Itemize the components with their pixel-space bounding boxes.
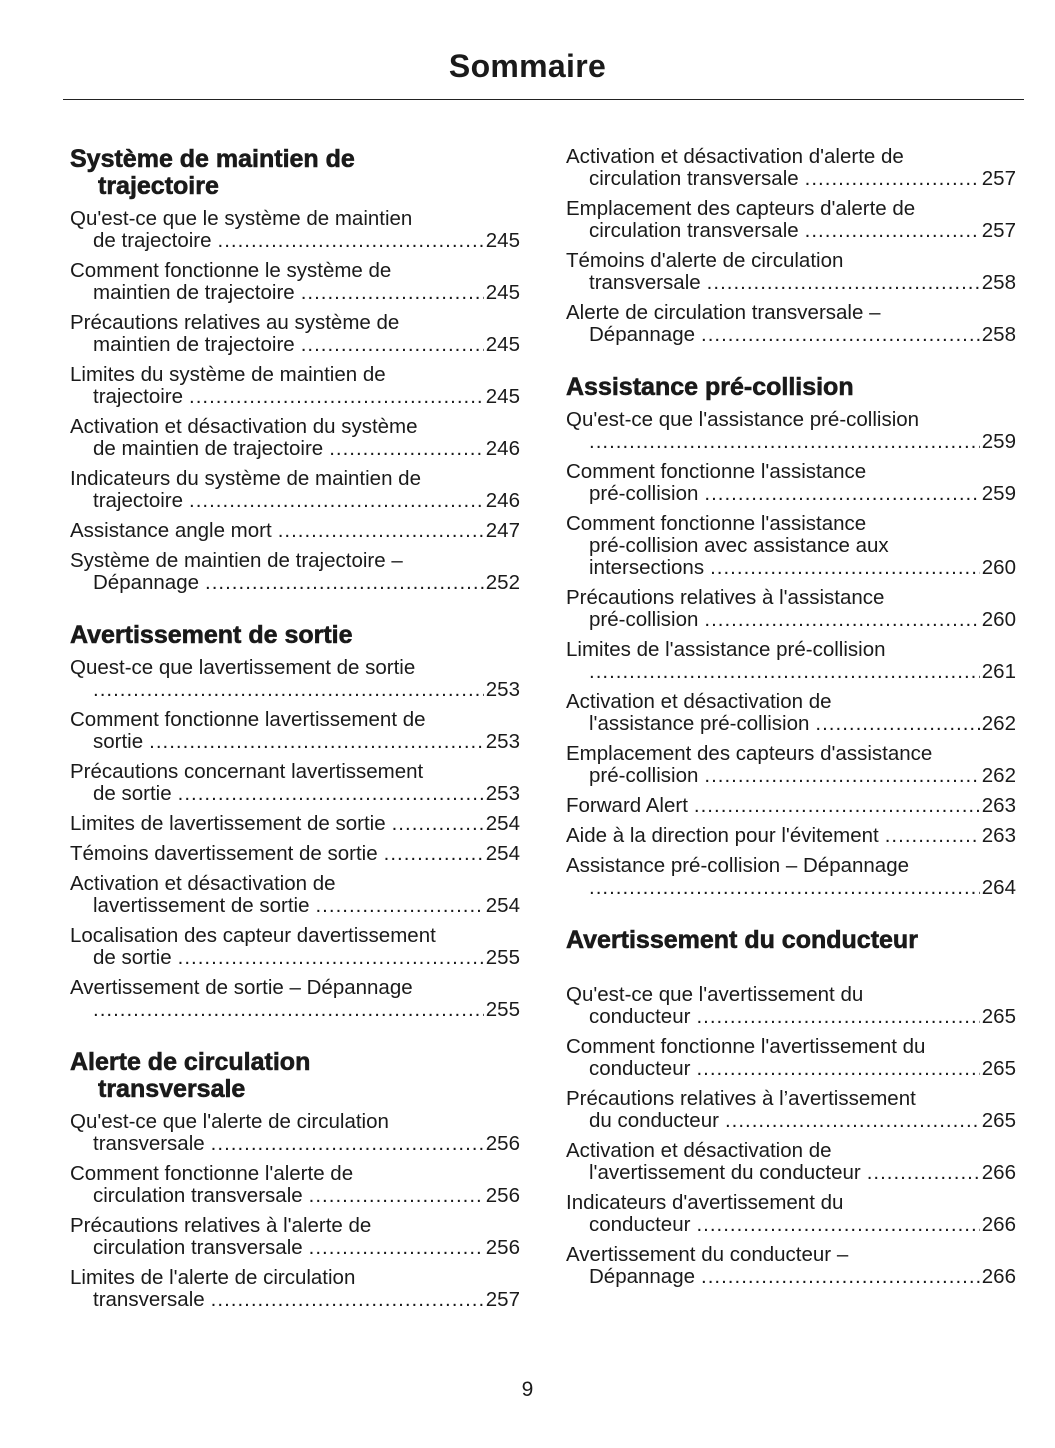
toc-entry[interactable]	[566, 1192, 1016, 1236]
toc-entry[interactable]	[566, 1140, 1016, 1184]
dot-leader	[189, 490, 484, 512]
dot-leader	[694, 795, 980, 817]
dot-leader	[178, 783, 484, 805]
dot-leader	[301, 334, 484, 356]
toc-entry-text: conducteur	[589, 1213, 691, 1236]
toc-entry-text: l'avertissement du conducteur	[589, 1161, 861, 1184]
toc-entry-text: Comment fonctionne l'assistance	[566, 460, 867, 483]
toc-entry-text: pré-collision	[589, 482, 699, 505]
toc-entry-page: 253	[485, 678, 520, 701]
section-heading-line: transversale	[98, 1075, 246, 1103]
toc-entry-page: 256	[485, 1184, 520, 1207]
section-heading-line: trajectoire	[98, 172, 219, 200]
toc-section	[70, 146, 520, 594]
toc-entry-text: Qu'est-ce que l'alerte de circulation	[70, 1110, 389, 1133]
toc-entry[interactable]	[70, 1267, 520, 1311]
toc-entry-page: 253	[485, 782, 520, 805]
dot-leader	[815, 713, 979, 735]
toc-entry[interactable]	[566, 1088, 1016, 1132]
toc-entry-text: de maintien de trajectoire	[93, 437, 324, 460]
toc-entry-text: Témoins davertissement de sortie	[70, 842, 378, 865]
toc-entry[interactable]	[566, 250, 1016, 294]
toc-entry-page: 259	[981, 430, 1016, 453]
toc-entry-text: transversale	[93, 1132, 205, 1155]
toc-entry-page: 263	[981, 824, 1016, 847]
toc-entry-text: circulation transversale	[589, 219, 799, 242]
toc-entry-page: 246	[485, 437, 520, 460]
dot-leader	[589, 431, 980, 453]
section-heading	[70, 1049, 520, 1103]
dot-leader	[696, 1006, 979, 1028]
dot-leader	[704, 765, 979, 787]
toc-entry-text: Précautions concernant lavertissement	[70, 760, 424, 783]
toc-entry-text: Précautions relatives au système de	[70, 311, 400, 334]
toc-entry[interactable]	[70, 208, 520, 252]
toc-entry-page: 265	[981, 1109, 1016, 1132]
toc-entry-page: 247	[485, 519, 520, 542]
toc-entry-text: Assistance angle mort	[70, 519, 272, 542]
toc-entry-text: Assistance pré-collision – Dépannage	[566, 854, 910, 877]
toc-entry[interactable]	[70, 1163, 520, 1207]
toc-entry-page: 252	[485, 571, 520, 594]
toc-entry-page: 257	[981, 167, 1016, 190]
toc-entry-text: pré-collision avec assistance aux	[589, 534, 889, 557]
toc-entry[interactable]	[566, 795, 1016, 817]
dot-leader	[696, 1214, 979, 1236]
dot-leader	[315, 895, 483, 917]
toc-entry-text: Activation et désactivation du système	[70, 415, 418, 438]
dot-leader	[704, 483, 979, 505]
toc-entry-text: Limites du système de maintien de	[70, 363, 386, 386]
dot-leader	[725, 1110, 980, 1132]
toc-section	[566, 374, 1016, 899]
dot-leader	[707, 272, 980, 294]
toc-entry-text: Dépannage	[589, 1265, 696, 1288]
toc-entry[interactable]	[70, 761, 520, 805]
toc-entry-text: l'assistance pré-collision	[589, 712, 810, 735]
title-divider	[63, 99, 1024, 100]
toc-entry-text: transversale	[93, 1288, 205, 1311]
toc-section	[70, 622, 520, 1021]
toc-entry[interactable]	[70, 709, 520, 753]
toc-entry-text: Indicateurs d'avertissement du	[566, 1191, 844, 1214]
toc-entry-page: 246	[485, 489, 520, 512]
toc-entry[interactable]	[70, 364, 520, 408]
toc-entry[interactable]	[70, 657, 520, 701]
toc-entry-page: 257	[981, 219, 1016, 242]
dot-leader	[589, 661, 980, 683]
toc-entry-text: Comment fonctionne lavertissement de	[70, 708, 426, 731]
dot-leader	[885, 825, 980, 847]
toc-entry-text: Dépannage	[93, 571, 200, 594]
toc-entry-page: 265	[981, 1057, 1016, 1080]
toc-entry-text: circulation transversale	[93, 1236, 303, 1259]
toc-entry-text: sortie	[93, 730, 144, 753]
toc-entry[interactable]	[70, 813, 520, 835]
toc-entry[interactable]	[70, 977, 520, 1021]
toc-entry-page: 266	[981, 1265, 1016, 1288]
toc-section	[566, 146, 1016, 346]
toc-entry-page: 260	[981, 608, 1016, 631]
dot-leader	[278, 520, 484, 542]
toc-entry-page: 257	[485, 1288, 520, 1311]
toc-entry-text: Précautions relatives à l'alerte de	[70, 1214, 372, 1237]
toc-entry-text: Comment fonctionne l'avertissement du	[566, 1035, 926, 1058]
page-title: Sommaire	[448, 48, 607, 84]
toc-entry-text: Comment fonctionne l'alerte de	[70, 1162, 354, 1185]
toc-entry-page: 265	[981, 1005, 1016, 1028]
toc-entry[interactable]	[566, 461, 1016, 505]
section-heading-line: Système de maintien de	[70, 145, 355, 173]
toc-entry[interactable]	[70, 873, 520, 917]
toc-section	[566, 927, 1016, 1288]
toc-entry[interactable]	[566, 1244, 1016, 1288]
toc-entry-text: pré-collision	[589, 608, 699, 631]
dot-leader	[696, 1058, 979, 1080]
dot-leader	[218, 230, 484, 252]
toc-column-left	[70, 146, 520, 1339]
toc-entry-text: Avertissement de sortie – Dépannage	[70, 976, 413, 999]
dot-leader	[701, 1266, 980, 1288]
toc-entry-text: de sortie	[93, 946, 172, 969]
toc-entry-text: du conducteur	[589, 1109, 719, 1132]
toc-entry-page: 256	[485, 1132, 520, 1155]
section-heading-line: Alerte de circulation	[70, 1048, 311, 1076]
dot-leader	[805, 168, 980, 190]
dot-leader	[149, 731, 484, 753]
toc-entry-page: 261	[981, 660, 1016, 683]
toc-entry[interactable]	[70, 416, 520, 460]
toc-entry-text: trajectoire	[93, 489, 184, 512]
toc-entry[interactable]	[566, 825, 1016, 847]
toc-entry[interactable]	[70, 925, 520, 969]
dot-leader	[704, 609, 979, 631]
dot-leader	[710, 557, 980, 579]
section-heading	[566, 927, 1016, 954]
toc-entry-text: conducteur	[589, 1057, 691, 1080]
dot-leader	[329, 438, 484, 460]
toc-entry-page: 259	[981, 482, 1016, 505]
toc-entry-text: pré-collision	[589, 764, 699, 787]
toc-entry-page: 264	[981, 876, 1016, 899]
dot-leader	[93, 679, 484, 701]
toc-entry[interactable]	[566, 743, 1016, 787]
toc-entry-page: 262	[981, 712, 1016, 735]
toc-entry-page: 258	[981, 323, 1016, 346]
section-heading-line: Avertissement de sortie	[70, 621, 353, 649]
section-heading-line: Assistance pré-collision	[566, 373, 854, 401]
toc-entry[interactable]	[566, 639, 1016, 683]
toc-entry-page: 254	[485, 812, 520, 835]
toc-entry[interactable]	[70, 843, 520, 865]
toc-entry-text: Qu'est-ce que l'assistance pré-collision	[566, 408, 920, 431]
toc-entry-text: Dépannage	[589, 323, 696, 346]
toc-entry[interactable]	[70, 312, 520, 356]
toc-entry-text: Activation et désactivation de	[566, 1139, 832, 1162]
page-number: 9	[521, 1378, 534, 1401]
toc-entry-text: Aide à la direction pour l'évitement	[566, 824, 879, 847]
section-heading-line: Avertissement du conducteur	[566, 926, 918, 954]
toc-entry-page: 245	[485, 229, 520, 252]
toc-entry[interactable]	[70, 550, 520, 594]
dot-leader	[189, 386, 484, 408]
toc-entry-page: 245	[485, 385, 520, 408]
toc-entry-text: lavertissement de sortie	[93, 894, 310, 917]
toc-entry-page: 266	[981, 1213, 1016, 1236]
section-heading	[566, 374, 1016, 401]
toc-entry-page: 263	[981, 794, 1016, 817]
toc-entry[interactable]	[70, 260, 520, 304]
toc-entry-page: 245	[485, 333, 520, 356]
toc-entry[interactable]	[70, 520, 520, 542]
toc-entry[interactable]	[566, 855, 1016, 899]
toc-entry-text: Témoins d'alerte de circulation	[566, 249, 844, 272]
toc-section	[70, 1049, 520, 1311]
toc-entry[interactable]	[566, 587, 1016, 631]
toc-entry-text: maintien de trajectoire	[93, 333, 295, 356]
toc-entry-page: 258	[981, 271, 1016, 294]
toc-entry-page: 254	[485, 894, 520, 917]
toc-entry-text: Alerte de circulation transversale –	[566, 301, 881, 324]
dot-leader	[589, 877, 980, 899]
toc-entry-text: Activation et désactivation de	[566, 690, 832, 713]
toc-entry-text: circulation transversale	[93, 1184, 303, 1207]
toc-entry-text: Comment fonctionne l'assistance	[566, 512, 867, 535]
toc-entry-text: Avertissement du conducteur –	[566, 1243, 849, 1266]
dot-leader	[384, 843, 484, 865]
toc-entry-text: Limites de l'alerte de circulation	[70, 1266, 356, 1289]
toc-entry-page: 260	[981, 556, 1016, 579]
toc-entry[interactable]	[566, 1036, 1016, 1080]
toc-entry-text: Comment fonctionne le système de	[70, 259, 392, 282]
toc-entry-text: de sortie	[93, 782, 172, 805]
toc-entry[interactable]	[566, 984, 1016, 1028]
toc-entry-text: Emplacement des capteurs d'assistance	[566, 742, 933, 765]
toc-entry-text: Système de maintien de trajectoire –	[70, 549, 403, 572]
toc-entry-text: circulation transversale	[589, 167, 799, 190]
toc-entry[interactable]	[566, 691, 1016, 735]
toc-entry-text: trajectoire	[93, 385, 184, 408]
toc-entry-text: Localisation des capteur davertissement	[70, 924, 436, 947]
toc-entry-text: intersections	[589, 556, 705, 579]
toc-entry-page: 254	[485, 842, 520, 865]
toc-entry[interactable]	[70, 1215, 520, 1259]
toc-entry-text: Précautions relatives à l'assistance	[566, 586, 885, 609]
toc-entry-page: 262	[981, 764, 1016, 787]
section-heading	[70, 622, 520, 649]
toc-entry-page: 245	[485, 281, 520, 304]
dot-leader	[301, 282, 484, 304]
section-heading	[70, 146, 520, 200]
dot-leader	[309, 1185, 484, 1207]
toc-entry[interactable]	[566, 146, 1016, 190]
toc-entry[interactable]	[70, 468, 520, 512]
toc-entry-page: 255	[485, 946, 520, 969]
toc-entry-text: Forward Alert	[566, 794, 688, 817]
dot-leader	[805, 220, 980, 242]
dot-leader	[309, 1237, 484, 1259]
toc-entry-page: 255	[485, 998, 520, 1021]
toc-entry-text: conducteur	[589, 1005, 691, 1028]
toc-entry[interactable]	[566, 513, 1016, 579]
toc-entry-page: 256	[485, 1236, 520, 1259]
dot-leader	[867, 1162, 980, 1184]
toc-entry[interactable]	[566, 302, 1016, 346]
toc-entry-text: Qu'est-ce que l'avertissement du	[566, 983, 864, 1006]
dot-leader	[211, 1133, 484, 1155]
dot-leader	[205, 572, 484, 594]
toc-entry-text: transversale	[589, 271, 701, 294]
toc-entry-text: Quest-ce que lavertissement de sortie	[70, 656, 416, 679]
toc-entry-text: de trajectoire	[93, 229, 212, 252]
toc-column-right	[566, 146, 1016, 1316]
toc-entry[interactable]	[566, 198, 1016, 242]
dot-leader	[211, 1289, 484, 1311]
toc-entry-text: Activation et désactivation de	[70, 872, 336, 895]
toc-entry-text: maintien de trajectoire	[93, 281, 295, 304]
dot-leader	[93, 999, 484, 1021]
toc-entry[interactable]	[70, 1111, 520, 1155]
toc-entry-text: Qu'est-ce que le système de maintien	[70, 207, 413, 230]
dot-leader	[178, 947, 484, 969]
toc-entry-page: 253	[485, 730, 520, 753]
toc-entry-text: Limites de l'assistance pré-collision	[566, 638, 886, 661]
toc-entry-text: Emplacement des capteurs d'alerte de	[566, 197, 916, 220]
toc-entry-text: Précautions relatives à l’avertissement	[566, 1087, 916, 1110]
toc-entry-text: Activation et désactivation d'alerte de	[566, 145, 904, 168]
toc-entry[interactable]	[566, 409, 1016, 453]
dot-leader	[701, 324, 980, 346]
toc-entry-text: Limites de lavertissement de sortie	[70, 812, 386, 835]
toc-entry-page: 266	[981, 1161, 1016, 1184]
toc-entry-text: Indicateurs du système de maintien de	[70, 467, 421, 490]
dot-leader	[392, 813, 484, 835]
